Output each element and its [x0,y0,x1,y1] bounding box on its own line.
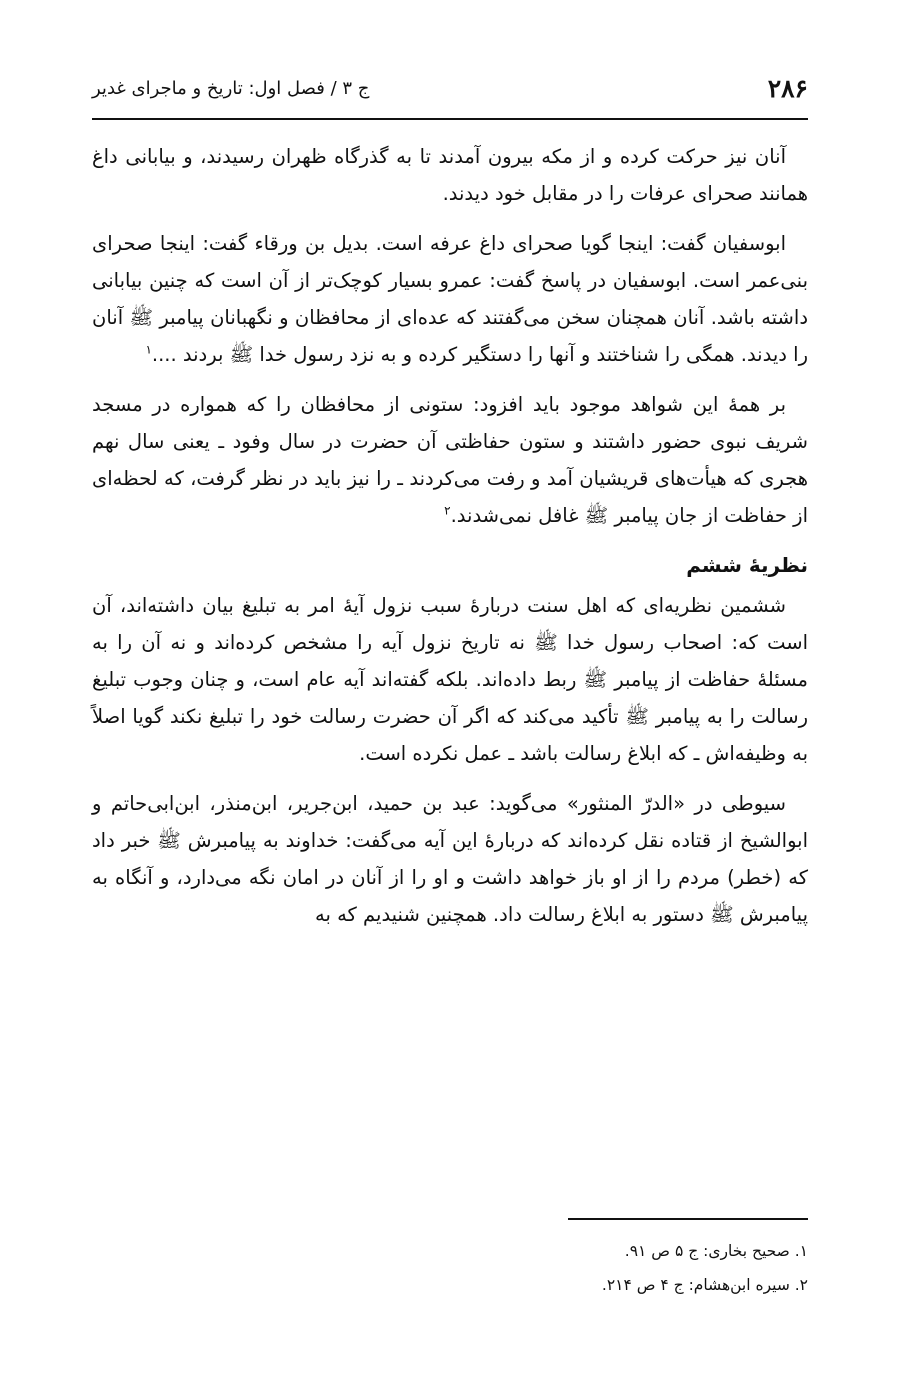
footnote-2: ۲. سیره ابن‌هشام: ج ۴ ص ۲۱۴. [601,1276,808,1294]
footnote-marker-1: ۱ [145,342,152,357]
page-header [92,72,808,120]
section-paragraph-2-text: سیوطی در «الدرّ المنثور» می‌گوید: عبد بن حمید، ابن‌جریر، ابن‌منذر، ابن‌ابی‌حاتم و ابوالشیخ از قتاده نقل کرده‌اند که دربارهٔ این آیه می‌گفت: خداوند به پیامبرش ﷺ خبر داد که (خطر) مردم را از او باز خواهد داشت و او را از آنان در امان نگه می‌دارد، و آنگاه به پیامبرش ﷺ دستور به ابلاغ رسالت داد. همچنین شنیدیم که به [92,792,808,926]
footnotes [92,1234,808,1302]
paragraph-1-text: آنان نیز حرکت کرده و از مکه بیرون آمدند تا به گذرگاه ظهران رسیدند، و بیابانی داغ همانند صحرای عرفات را در مقابل خود دیدند. [92,145,808,205]
main-text [92,138,808,946]
paragraph-3 [92,386,808,534]
section-paragraph-2 [92,785,808,933]
section-paragraph-1-text: ششمین نظریه‌ای که اهل سنت دربارهٔ سبب نزول آیهٔ امر به تبلیغ بیان داشته‌اند، آن است که: اصحاب رسول خدا ﷺ نه تاریخ نزول آیه را مشخص کرده‌اند و نه آن را به مسئلهٔ حفاظت از پیامبر ﷺ ربط داده‌اند. بلکه گفته‌اند آیه عام است، و چنان وجوب تبلیغ رسالت را به پیامبر ﷺ تأکید می‌کند که اگر آن حضرت رسالت خود را تبلیغ نکند گویا اصلاً به وظیفه‌اش ـ که ابلاغ رسالت باشد ـ عمل نکرده است. [92,594,808,765]
paragraph-2 [92,225,808,373]
page-number: ۲۸۶ [767,74,808,103]
footnote-divider [568,1218,808,1220]
paragraph-1 [92,138,808,212]
footnote-marker-2: ۲ [444,503,451,518]
running-head: ج ۳ / فصل اول: تاریخ و ماجرای غدیر [92,78,370,99]
paragraph-2-text: ابوسفیان گفت: اینجا گویا صحرای داغ عرفه است. بدیل بن ورقاء گفت: اینجا صحرای بنی‌عمر است. ابوسفیان در پاسخ گفت: عمرو بسیار کوچک‌تر از آن است که چنین بیابانی داشته باشد. آنان همچنان سخن می‌گفتند که عده‌ای از محافظان و نگهبانان پیامبر ﷺ آنان را دیدند. همگی را شناختند و آنها را دستگیر کرده و به نزد رسول خدا ﷺ بردند .... [92,232,808,366]
footnote-1: ۱. صحیح بخاری: ج ۵ ص ۹۱. [624,1242,808,1260]
section-paragraph-1 [92,587,808,772]
paragraph-3-text: بر همهٔ این شواهد موجود باید افزود: ستونی از محافظان را که همواره در مسجد شریف نبوی حضور داشتند و ستون حفاظتی آن حضرت در سال وفود ـ یعنی سال نهم هجری که هیأت‌های قریشیان آمد و رفت می‌کردند ـ را نیز باید در نظر گرفت، که لحظه‌ای از حفاظت از جان پیامبر ﷺ غافل نمی‌شدند. [92,393,808,527]
section-title: نظریهٔ ششم [686,553,808,577]
